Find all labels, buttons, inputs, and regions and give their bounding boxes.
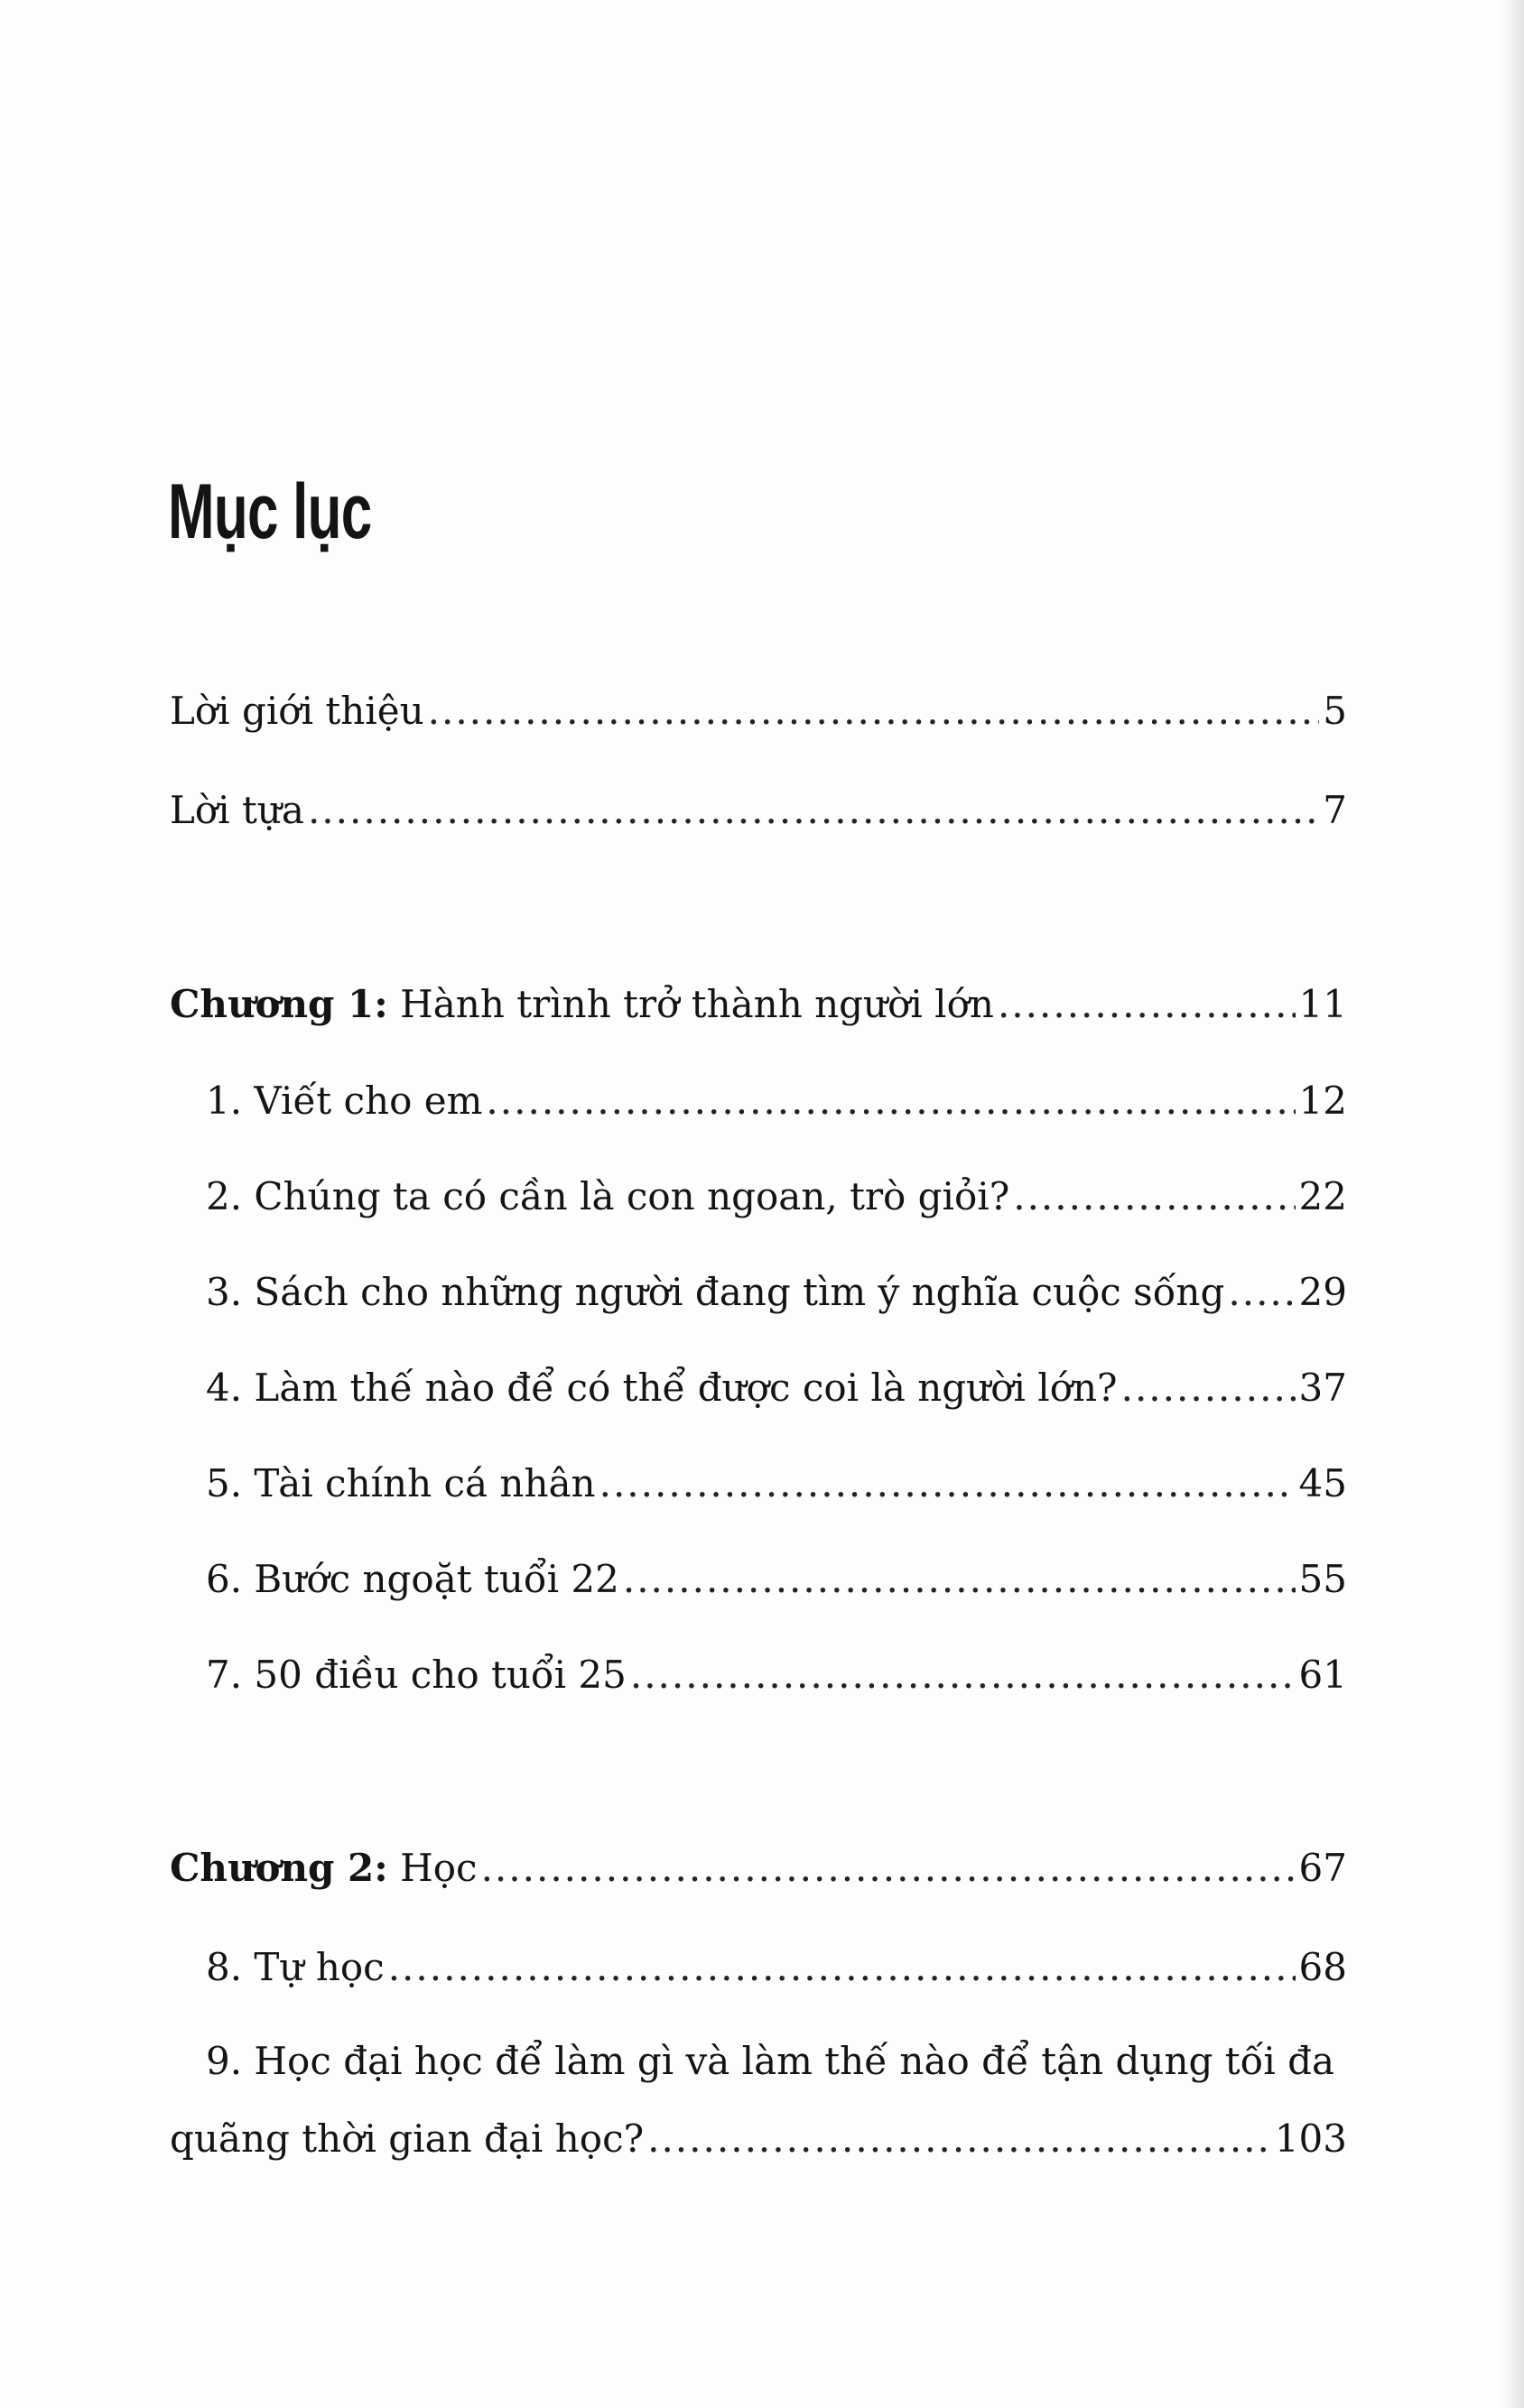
- toc-page-number: 55: [1298, 1557, 1347, 1601]
- toc-entry-label: Lời giới thiệu: [170, 689, 424, 733]
- toc-entry-6[interactable]: [206, 1554, 1347, 1605]
- toc-entry-label: 1. Viết cho em: [206, 1079, 483, 1123]
- toc-page-number: 61: [1298, 1653, 1347, 1697]
- toc-entry-2[interactable]: [206, 1172, 1347, 1222]
- toc-page-number: 11: [1298, 982, 1347, 1026]
- toc-entry-4[interactable]: [206, 1363, 1347, 1413]
- toc-entry-label: Lời tựa: [170, 788, 304, 832]
- toc-page-number: 45: [1298, 1461, 1347, 1505]
- chapter-number: Chương 2:: [170, 1846, 388, 1890]
- toc-chapter-label: [170, 979, 994, 1030]
- toc-chapter-2[interactable]: [170, 1843, 1347, 1894]
- toc-entry-label: 2. Chúng ta có cần là con ngoan, trò giỏi?: [206, 1174, 1010, 1218]
- toc-entry-9-line1[interactable]: 9. Học đại học để làm gì và làm thế nào để tận dụng tối đa: [206, 2039, 1335, 2083]
- toc-entry-intro[interactable]: [170, 686, 1347, 736]
- toc-entry-label: 3. Sách cho những người đang tìm ý nghĩa cuộc sống: [206, 1270, 1225, 1314]
- dot-leader: [647, 2114, 1271, 2164]
- dot-leader: [1228, 1267, 1295, 1318]
- dot-leader: [599, 1459, 1296, 1509]
- toc-page-number: 103: [1274, 2116, 1347, 2161]
- toc-entry-3[interactable]: [206, 1267, 1347, 1318]
- toc-page-number: 68: [1298, 1945, 1347, 1989]
- toc-entry-label: 6. Bước ngoặt tuổi 22: [206, 1557, 619, 1601]
- toc-entry-8[interactable]: [206, 1942, 1347, 1993]
- toc-entry-5[interactable]: [206, 1459, 1347, 1509]
- toc-page-number: 29: [1298, 1270, 1347, 1314]
- dot-leader: [486, 1076, 1295, 1126]
- chapter-number: Chương 1:: [170, 982, 388, 1026]
- toc-entry-9-line2[interactable]: [170, 2114, 1347, 2164]
- chapter-title: Học: [400, 1846, 478, 1890]
- dot-leader: [481, 1843, 1296, 1894]
- toc-entry-7[interactable]: [206, 1650, 1347, 1700]
- dot-leader: [623, 1554, 1296, 1605]
- toc-entry-preface[interactable]: [170, 785, 1347, 836]
- toc-chapter-1[interactable]: [170, 979, 1347, 1030]
- dot-leader: [1121, 1363, 1296, 1413]
- dot-leader: [1013, 1172, 1295, 1222]
- toc-page-number: 7: [1323, 788, 1347, 832]
- dot-leader: [308, 785, 1319, 836]
- toc-page-number: 67: [1298, 1846, 1347, 1890]
- dot-leader: [428, 686, 1320, 736]
- toc-chapter-label: [170, 1843, 478, 1894]
- dot-leader: [388, 1942, 1296, 1993]
- toc-entry-label: quãng thời gian đại học?: [170, 2116, 645, 2161]
- dot-leader: [630, 1650, 1296, 1700]
- dot-leader: [998, 979, 1296, 1030]
- toc-page-number: 5: [1323, 689, 1347, 733]
- toc-entry-label: 8. Tự học: [206, 1945, 385, 1989]
- toc-page-number: 22: [1298, 1174, 1347, 1218]
- toc-entry-1[interactable]: [206, 1076, 1347, 1126]
- toc-page-number: 12: [1298, 1079, 1347, 1123]
- page-title: Mục lục: [168, 468, 372, 555]
- toc-entry-label: 5. Tài chính cá nhân: [206, 1461, 596, 1505]
- toc-entry-label: 4. Làm thế nào để có thể được coi là người lớn?: [206, 1366, 1118, 1410]
- toc-entry-label: 7. 50 điều cho tuổi 25: [206, 1653, 627, 1697]
- chapter-title: Hành trình trở thành người lớn: [400, 982, 994, 1026]
- toc-page-number: 37: [1298, 1366, 1347, 1410]
